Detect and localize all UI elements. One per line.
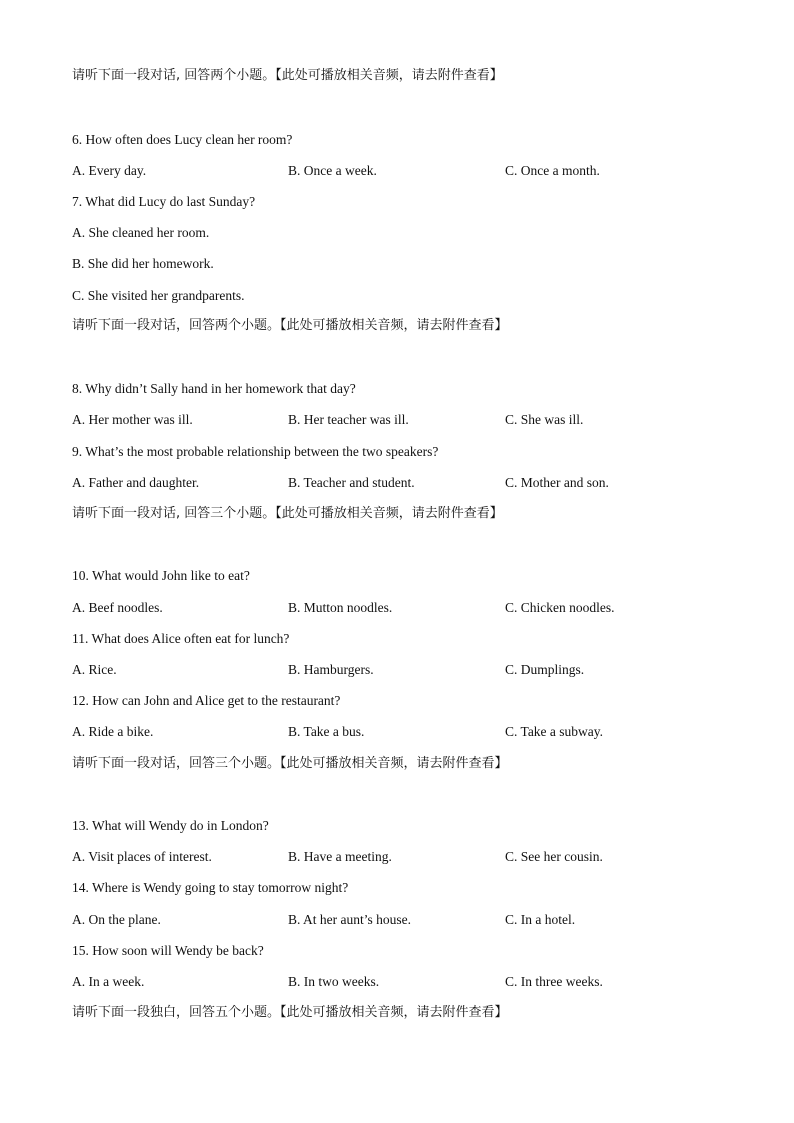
option-c[interactable]: C. Chicken noodles. [505, 600, 615, 615]
option-a[interactable]: A. She cleaned her room. [72, 225, 210, 240]
option-b[interactable]: B. Take a bus. [288, 724, 365, 739]
question-9-options [72, 474, 722, 492]
section-instruction-1: 请听下面一段对话, 回答两个小题。【此处可播放相关音频，请去附件查看】 [72, 68, 503, 83]
option-a[interactable]: A. On the plane. [72, 912, 161, 927]
question-8: 8. Why didn’t Sally hand in her homework that day? [72, 381, 356, 396]
question-15: 15. How soon will Wendy be back? [72, 943, 264, 958]
question-6: 6. How often does Lucy clean her room? [72, 132, 293, 147]
option-c[interactable]: C. In three weeks. [505, 974, 603, 989]
option-c[interactable]: C. Once a month. [505, 163, 600, 178]
section-instruction-2: 请听下面一段对话，回答两个小题。【此处可播放相关音频，请去附件查看】 [72, 318, 508, 333]
option-b[interactable]: B. Have a meeting. [288, 849, 392, 864]
question-11: 11. What does Alice often eat for lunch? [72, 631, 290, 646]
option-c[interactable]: C. In a hotel. [505, 912, 576, 927]
option-c[interactable]: C. Mother and son. [505, 475, 609, 490]
option-b[interactable]: B. Her teacher was ill. [288, 412, 409, 427]
option-b[interactable]: B. Hamburgers. [288, 662, 374, 677]
option-b[interactable]: B. Teacher and student. [288, 475, 415, 490]
question-8-options [72, 411, 722, 429]
question-12-options [72, 723, 722, 741]
question-11-options [72, 661, 722, 679]
option-a[interactable]: A. Beef noodles. [72, 600, 163, 615]
question-10: 10. What would John like to eat? [72, 568, 250, 583]
option-a[interactable]: A. In a week. [72, 974, 145, 989]
section-instruction-3: 请听下面一段对话, 回答三个小题。【此处可播放相关音频，请去附件查看】 [72, 506, 503, 521]
option-a[interactable]: A. Ride a bike. [72, 724, 154, 739]
question-6-options [72, 162, 722, 180]
option-b[interactable]: B. Once a week. [288, 163, 377, 178]
question-13-options [72, 848, 722, 866]
question-13: 13. What will Wendy do in London? [72, 818, 269, 833]
option-c[interactable]: C. She visited her grandparents. [72, 288, 245, 303]
option-a[interactable]: A. Rice. [72, 662, 117, 677]
option-a[interactable]: A. Her mother was ill. [72, 412, 193, 427]
question-15-options [72, 973, 722, 991]
question-10-options [72, 599, 722, 617]
question-14: 14. Where is Wendy going to stay tomorrow night? [72, 880, 349, 895]
option-c[interactable]: C. She was ill. [505, 412, 584, 427]
question-14-options [72, 911, 722, 929]
option-b[interactable]: B. She did her homework. [72, 256, 214, 271]
section-instruction-4: 请听下面一段对话，回答三个小题。【此处可播放相关音频，请去附件查看】 [72, 756, 508, 771]
option-b[interactable]: B. At her aunt’s house. [288, 912, 411, 927]
question-9: 9. What’s the most probable relationship between the two speakers? [72, 444, 439, 459]
question-12: 12. How can John and Alice get to the restaurant? [72, 693, 341, 708]
option-b[interactable]: B. In two weeks. [288, 974, 380, 989]
option-c[interactable]: C. See her cousin. [505, 849, 603, 864]
option-a[interactable]: A. Every day. [72, 163, 147, 178]
option-b[interactable]: B. Mutton noodles. [288, 600, 393, 615]
option-a[interactable]: A. Visit places of interest. [72, 849, 212, 864]
section-instruction-5: 请听下面一段独白，回答五个小题。【此处可播放相关音频，请去附件查看】 [72, 1005, 508, 1020]
option-c[interactable]: C. Take a subway. [505, 724, 604, 739]
option-c[interactable]: C. Dumplings. [505, 662, 585, 677]
option-a[interactable]: A. Father and daughter. [72, 475, 200, 490]
question-7: 7. What did Lucy do last Sunday? [72, 194, 256, 209]
